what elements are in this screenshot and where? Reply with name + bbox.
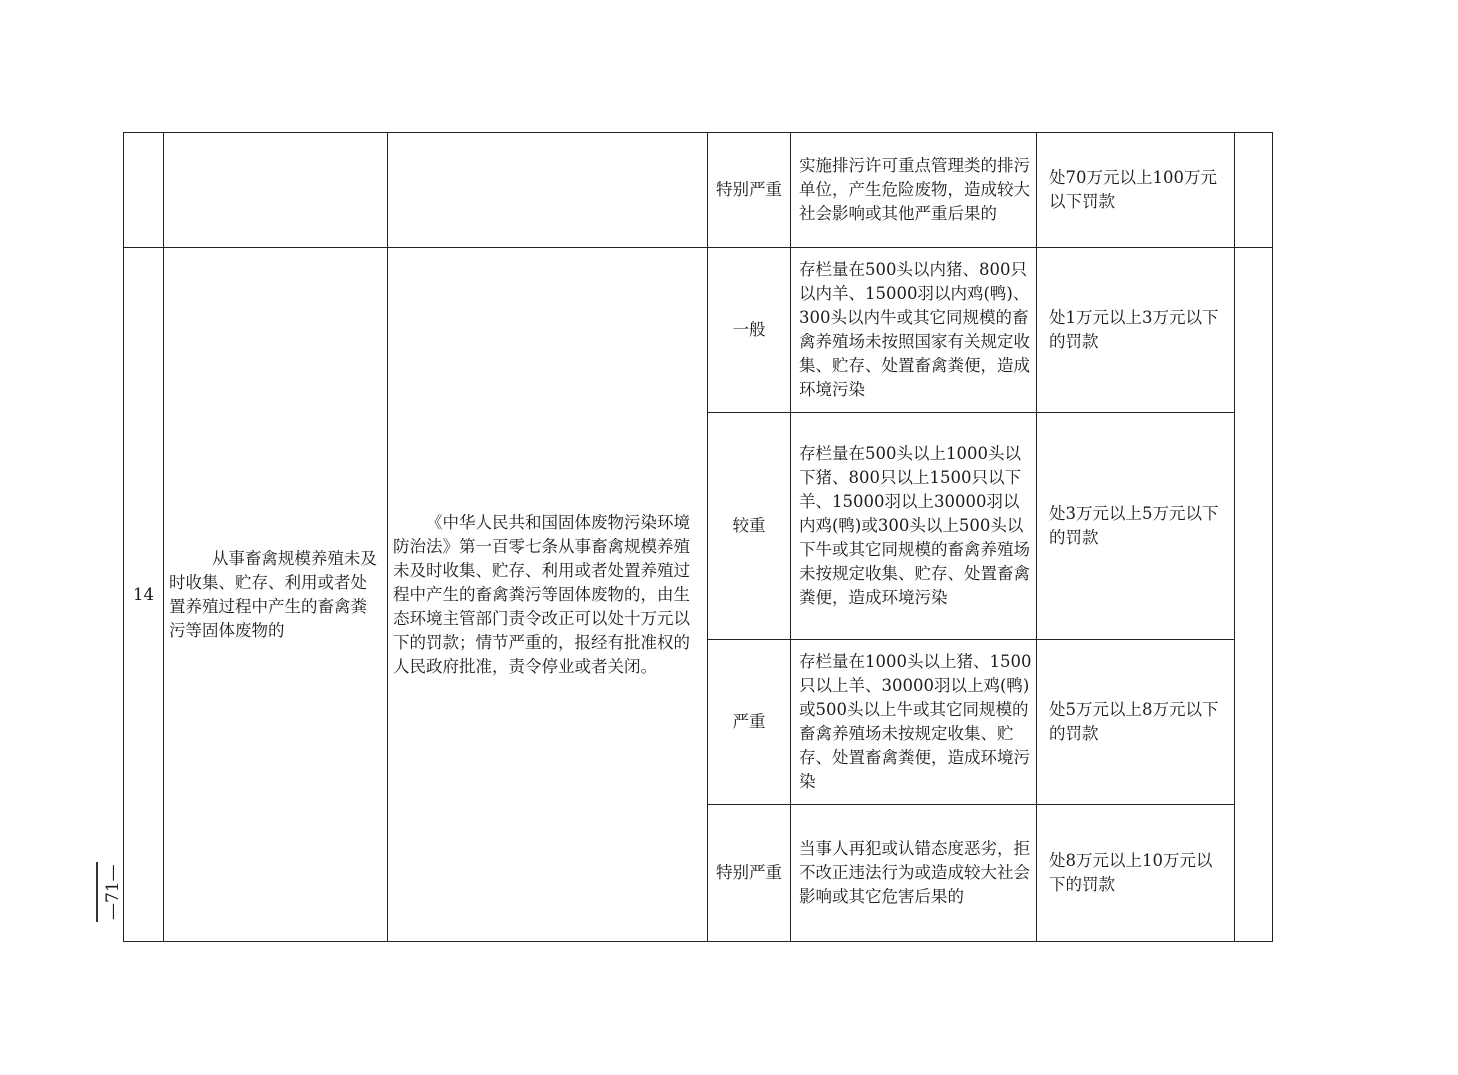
page-number: —71—: [96, 862, 128, 922]
remarks-cell: [1235, 133, 1273, 248]
level-cell: 一般: [708, 248, 791, 413]
condition-cell: 存栏量在1000头以上猪、1500只以上羊、30000羽以上鸡(鸭)或500头以上牛或其它同规模的畜禽养殖场未按规定收集、贮存、处置畜禽粪便，造成环境污染: [791, 640, 1037, 805]
level-cell: 较重: [708, 413, 791, 640]
violation-text: 从事畜禽规模养殖未及时收集、贮存、利用或者处置养殖过程中产生的畜禽粪污等固体废物的: [169, 548, 377, 640]
table-row: [124, 133, 1273, 248]
table-row: [124, 248, 1273, 413]
level-cell: 严重: [708, 640, 791, 805]
penalty-cell: 处70万元以上100万元以下罚款: [1037, 133, 1235, 248]
penalty-cell: 处5万元以上8万元以下的罚款: [1037, 640, 1235, 805]
condition-cell: 当事人再犯或认错态度恶劣，拒不改正违法行为或造成较大社会影响或其它危害后果的: [791, 805, 1037, 942]
violation-cell: [164, 133, 388, 248]
penalty-table: [123, 132, 1273, 942]
level-cell: 特别严重: [708, 133, 791, 248]
item-number-cell: 14: [124, 248, 164, 942]
condition-cell: 存栏量在500头以上1000头以下猪、800只以上1500只以下羊、15000羽以上30000羽以内鸡(鸭)或300头以上500头以下牛或其它同规模的畜禽养殖场未按规定收集、贮存、处置畜禽粪便，造成环境污染: [791, 413, 1037, 640]
legal-basis-cell: [388, 133, 708, 248]
remarks-cell: [1235, 248, 1273, 942]
condition-cell: 实施排污许可重点管理类的排污单位，产生危险废物，造成较大社会影响或其他严重后果的: [791, 133, 1037, 248]
violation-cell: [164, 248, 388, 942]
level-cell: 特别严重: [708, 805, 791, 942]
number-cell: [124, 133, 164, 248]
legal-basis-cell: 《中华人民共和国固体废物污染环境防治法》第一百零七条从事畜禽规模养殖未及时收集、贮存、利用或者处置养殖过程中产生的畜禽粪污等固体废物的，由生态环境主管部门责令改正可以处十万元以下的罚款；情节严重的，报经有批准权的人民政府批准，责令停业或者关闭。: [388, 248, 708, 942]
condition-cell: 存栏量在500头以内猪、800只以内羊、15000羽以内鸡(鸭)、300头以内牛或其它同规模的畜禽养殖场未按照国家有关规定收集、贮存、处置畜禽粪便，造成环境污染: [791, 248, 1037, 413]
penalty-cell: 处1万元以上3万元以下的罚款: [1037, 248, 1235, 413]
penalty-cell: 处3万元以上5万元以下的罚款: [1037, 413, 1235, 640]
penalty-cell: 处8万元以上10万元以下的罚款: [1037, 805, 1235, 942]
